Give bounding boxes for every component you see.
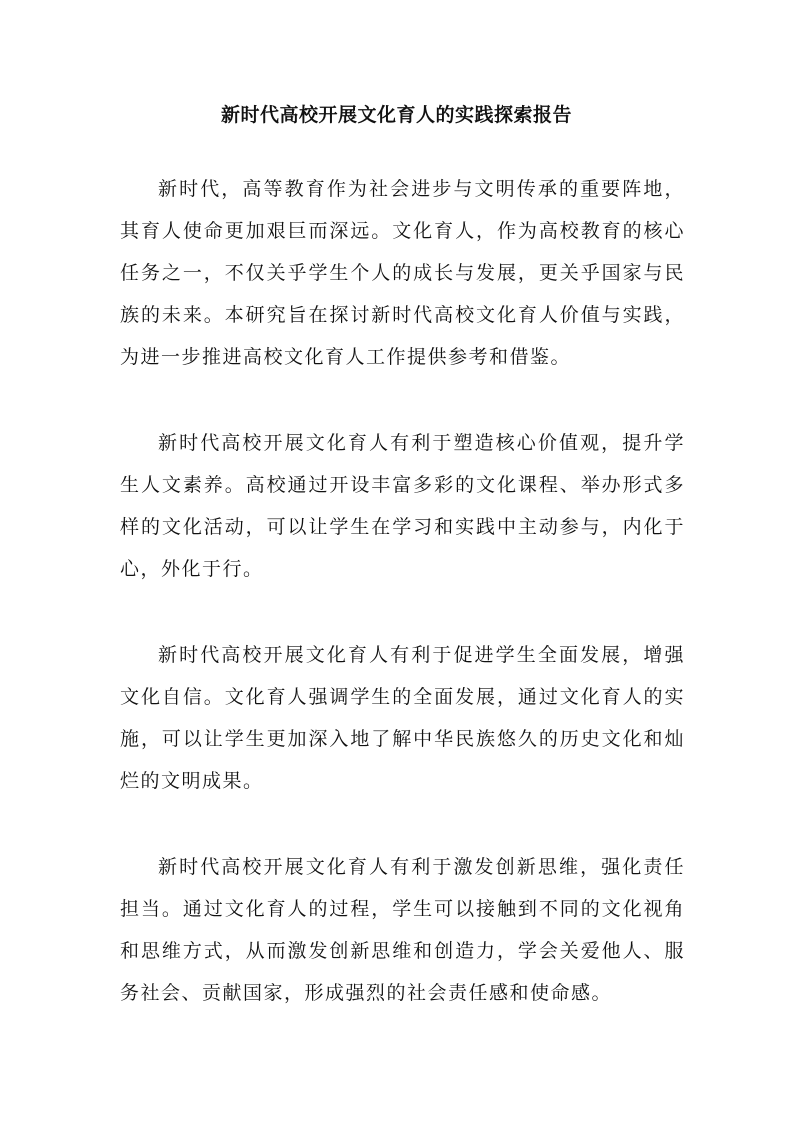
document-title: 新时代高校开展文化育人的实践探索报告 xyxy=(220,104,572,126)
paragraph-innovation-responsibility: 新时代高校开展文化育人有利于激发创新思维，强化责任担当。通过文化育人的过程，学生可以接触到不同的文化视角和思维方式，从而激发创新思维和创造力，学会关爱他人、服务社会、贡献国家，形成强烈的社会责任感和使命感。 xyxy=(120,856,685,1004)
paragraph-core-values: 新时代高校开展文化育人有利于塑造核心价值观，提升学生人文素养。高校通过开设丰富多彩的文化课程、举办形式多样的文化活动，可以让学生在学习和实践中主动参与，内化于心，外化于行。 xyxy=(120,432,685,580)
document-body xyxy=(120,168,685,1058)
paragraph-intro: 新时代，高等教育作为社会进步与文明传承的重要阵地，其育人使命更加艰巨而深远。文化育人，作为高校教育的核心任务之一，不仅关乎学生个人的成长与发展，更关乎国家与民族的未来。本研究旨在探讨新时代高校文化育人价值与实践，为进一步推进高校文化育人工作提供参考和借鉴。 xyxy=(120,178,685,368)
paragraph-all-round-development: 新时代高校开展文化育人有利于促进学生全面发展，增强文化自信。文化育人强调学生的全面发展，通过文化育人的实施，可以让学生更加深入地了解中华民族悠久的历史文化和灿烂的文明成果。 xyxy=(120,644,685,792)
